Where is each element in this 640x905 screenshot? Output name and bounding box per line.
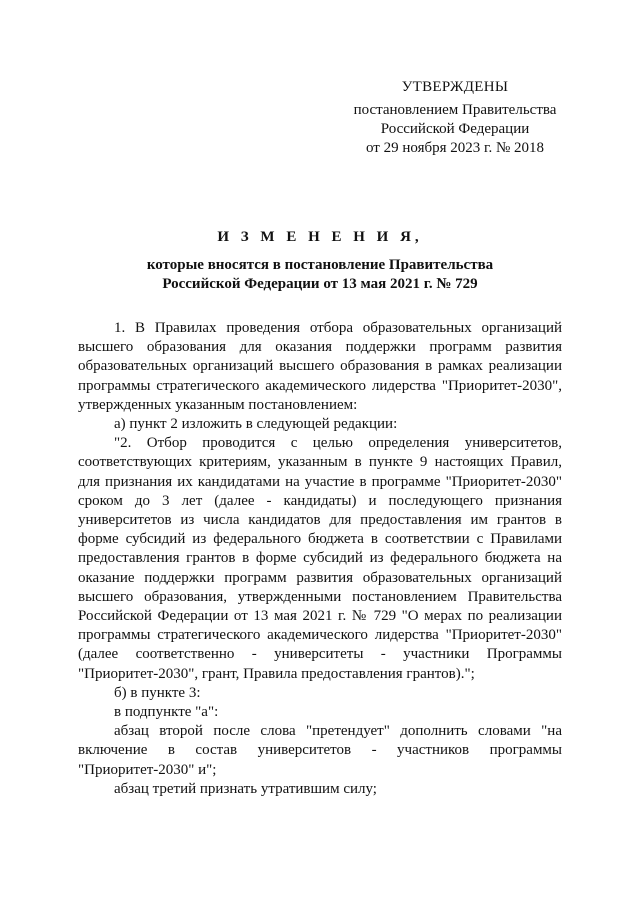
paragraph-2: а) пункт 2 изложить в следующей редакции:: [114, 416, 398, 433]
paragraph-5: в подпункте "а":: [114, 704, 219, 721]
paragraph-4: б) в пункте 3:: [114, 684, 201, 701]
heading-subtitle-2: Российской Федерации от 13 мая 2021 г. № 729: [162, 276, 478, 292]
paragraph-7: абзац третий признать утратившим силу;: [114, 780, 377, 797]
approval-title: УТВЕРЖДЕНЫ: [401, 79, 509, 95]
heading-title: И З М Е Н Е Н И Я,: [217, 229, 423, 245]
document-heading: [78, 228, 562, 294]
approval-line-1: постановлением Правительства: [353, 102, 557, 118]
paragraph-1: 1. В Правилах проведения отбора образовательных организаций высшего образования для оказания поддержки программ развития образовательных организаций высшего образования в рамках реализации программы стратегического академического лидерства "Приоритет-2030", утвержденных указанным постановлением:: [78, 320, 562, 413]
approval-stamp: [330, 78, 580, 158]
approval-line-3: от 29 ноября 2023 г. № 2018: [365, 140, 545, 156]
approval-line-2: Российской Федерации: [380, 121, 530, 137]
heading-subtitle-1: которые вносятся в постановление Правительства: [146, 257, 494, 273]
paragraph-6: абзац второй после слова "претендует" дополнить словами "на включение в состав университетов - участников программы "Приоритет-2030" и";: [78, 723, 562, 778]
document-body: [78, 319, 562, 799]
paragraph-3: "2. Отбор проводится с целью определения университетов, соответствующих критериям, указанным в пункте 9 настоящих Правил, для признания их кандидатами на участие в программе "Приоритет-2030" сроком до 3 лет (далее - кандидаты) и последующего признания университетов из числа кандидатов для предоставления им грантов в форме субсидий из федерального бюджета в соответствии с Правилами предоставления грантов в форме субсидий из федерального бюджета на оказание поддержки программ развития образовательных организаций высшего образования, утвержденными постановлением Правительства Российской Федерации от 13 мая 2021 г. № 729 "О мерах по реализации программы стратегического академического лидерства "Приоритет-2030" (далее соответственно - университеты - участники Программы "Приоритет-2030", грант, Правила предоставления грантов).";: [78, 435, 562, 682]
